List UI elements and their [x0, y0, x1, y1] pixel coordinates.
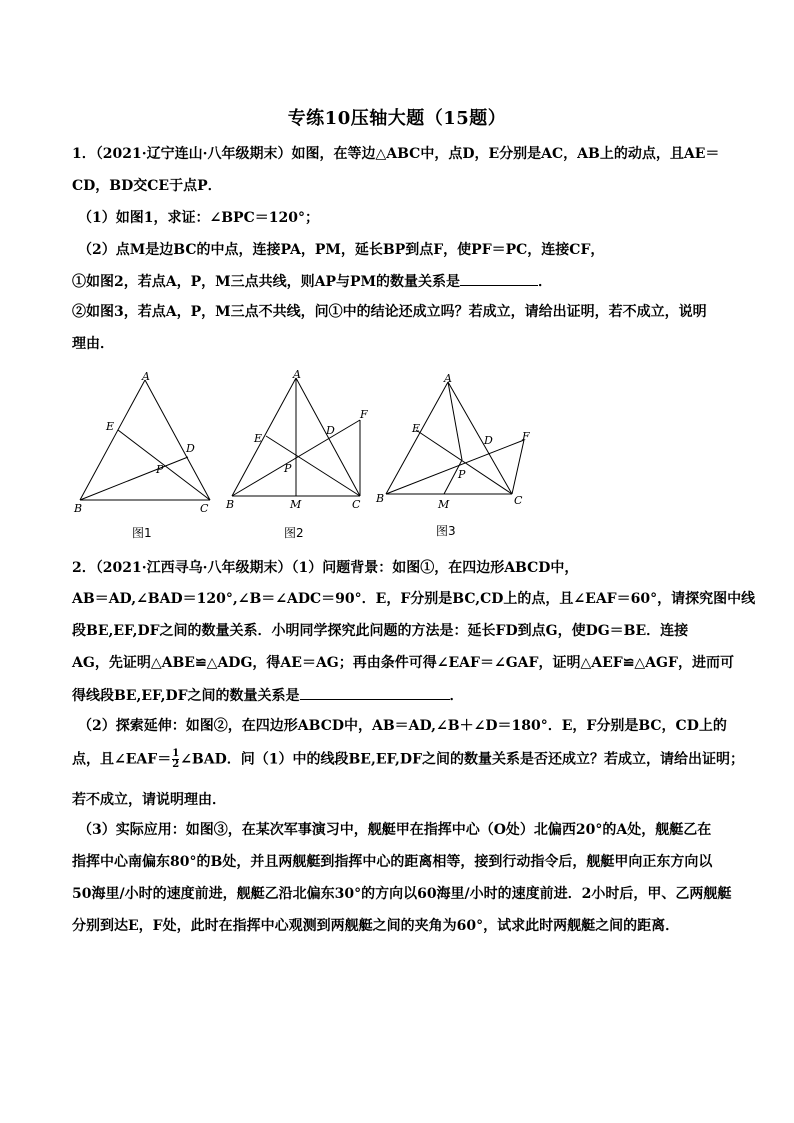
q2-line-3: 段BE,EF,DF之间的数量关系．小明同学探究此问题的方法是：延长FD到点G，使DG＝BE．连接	[72, 623, 689, 639]
q1-line-5-end: ．	[538, 274, 553, 290]
q2-line-2: AB＝AD,∠BAD＝120°,∠B＝∠ADC＝90°．E，F分别是BC,CD上的点，且∠EAF＝60°，请探究图中线	[72, 591, 756, 607]
figure-3	[374, 370, 544, 538]
q2-line-12: 分别到达E，F处，此时在指挥中心观测到两舰艇之间的夹角为60°，试求此时两舰艇之间的距离．	[72, 918, 680, 934]
q2-line-1: 2．（2021·江西寻乌·八年级期末）（1）问题背景：如图①，在四边形ABCD中，	[72, 560, 579, 576]
fig3-label-e: E	[412, 422, 421, 435]
fig3-label-b: B	[376, 492, 385, 505]
fig3-label-d: D	[484, 434, 493, 447]
fig1-label-a: A	[142, 370, 150, 383]
fig3-label-f: F	[522, 430, 530, 443]
page-title: 专练10压轴大题（15题）	[287, 108, 507, 129]
figure-2	[222, 370, 385, 540]
q2-fraction	[172, 749, 179, 770]
q2-line-5-text: 得线段BE,EF,DF之间的数量关系是	[72, 688, 300, 704]
fig3-label-c: C	[514, 494, 523, 507]
q2-line-11: 50海里/小时的速度前进，舰艇乙沿北偏东30°的方向以60海里/小时的速度前进．2小时后，甲、乙两舰艇	[72, 886, 732, 902]
q1-line-3: （1）如图1，求证：∠BPC＝120°；	[78, 210, 319, 226]
figure-3-caption: 图3	[436, 524, 456, 538]
q2-line-10: 指挥中心南偏东80°的B处，并且两舰艇到指挥中心的距离相等，接到行动指令后，舰艇甲向正东方向以	[72, 854, 713, 870]
fig3-label-m: M	[438, 498, 450, 511]
q2-line-4: AG，先证明△ABE≌△ADG，得AE＝AG；再由条件可得∠EAF＝∠GAF，证明△AEF≌△AGF，进而可	[72, 655, 734, 671]
q2-fraction-num: 1	[172, 748, 180, 759]
q2-line-5-end: ．	[449, 688, 464, 704]
q2-line-7b: ∠BAD．问（1）中的线段BE,EF,DF之间的数量关系是否还成立？若成立，请给出证明；	[180, 751, 745, 768]
fig2-label-a: A	[293, 370, 301, 381]
fig1-label-p: P	[156, 463, 164, 476]
q1-line-4: （2）点M是边BC的中点，连接PA，PM，延长BP到点F，使PF＝PC，连接CF，	[78, 242, 605, 258]
figure-1	[70, 370, 220, 540]
figure-1-caption: 图1	[132, 526, 152, 540]
fig1-label-c: C	[200, 502, 209, 515]
q1-line-2: CD，BD交CE于点P．	[72, 178, 222, 194]
q1-line-1: 1．（2021·辽宁连山·八年级期末）如图，在等边△ABC中，点D，E分别是AC，AB上的动点，且AE＝	[72, 146, 720, 162]
fig1-label-b: B	[74, 502, 83, 515]
q2-line-6: （2）探索延伸：如图②，在四边形ABCD中，AB＝AD,∠B＋∠D＝180°．E，F分别是BC，CD上的	[78, 718, 727, 734]
q1-line-6: ②如图3，若点A，P，M三点不共线，问①中的结论还成立吗？若成立，请给出证明，若不成立，说明	[72, 304, 707, 320]
q1-line-5	[72, 271, 732, 292]
q2-line-7	[72, 748, 745, 770]
fig3-label-a: A	[444, 372, 452, 385]
q1-line-7: 理由．	[72, 336, 114, 352]
fig2-label-p: P	[284, 462, 292, 475]
q2-line-5	[72, 685, 732, 706]
q2-fraction-den: 2	[172, 759, 180, 770]
q2-answer-blank[interactable]	[300, 685, 450, 700]
fig2-label-d: D	[326, 424, 335, 437]
q2-line-9: （3）实际应用：如图③，在某次军事演习中，舰艇甲在指挥中心（O处）北偏西20°的A处，舰艇乙在	[78, 822, 712, 838]
fig1-label-e: E	[106, 420, 115, 433]
fig2-label-f: F	[360, 408, 368, 421]
fig1-label-d: D	[186, 442, 195, 455]
figure-2-caption: 图2	[284, 526, 304, 540]
fig2-label-m: M	[290, 498, 302, 511]
fig2-label-b: B	[226, 498, 235, 511]
q2-line-8: 若不成立，请说明理由．	[72, 792, 226, 808]
fig2-label-c: C	[352, 498, 361, 511]
q2-line-7a: 点，且∠EAF＝	[72, 751, 172, 768]
fig2-label-e: E	[254, 432, 263, 445]
fig3-label-p: P	[458, 468, 466, 481]
q1-answer-blank[interactable]	[460, 271, 538, 286]
q1-line-5-text: ①如图2，若点A，P，M三点共线，则AP与PM的数量关系是	[72, 274, 461, 290]
